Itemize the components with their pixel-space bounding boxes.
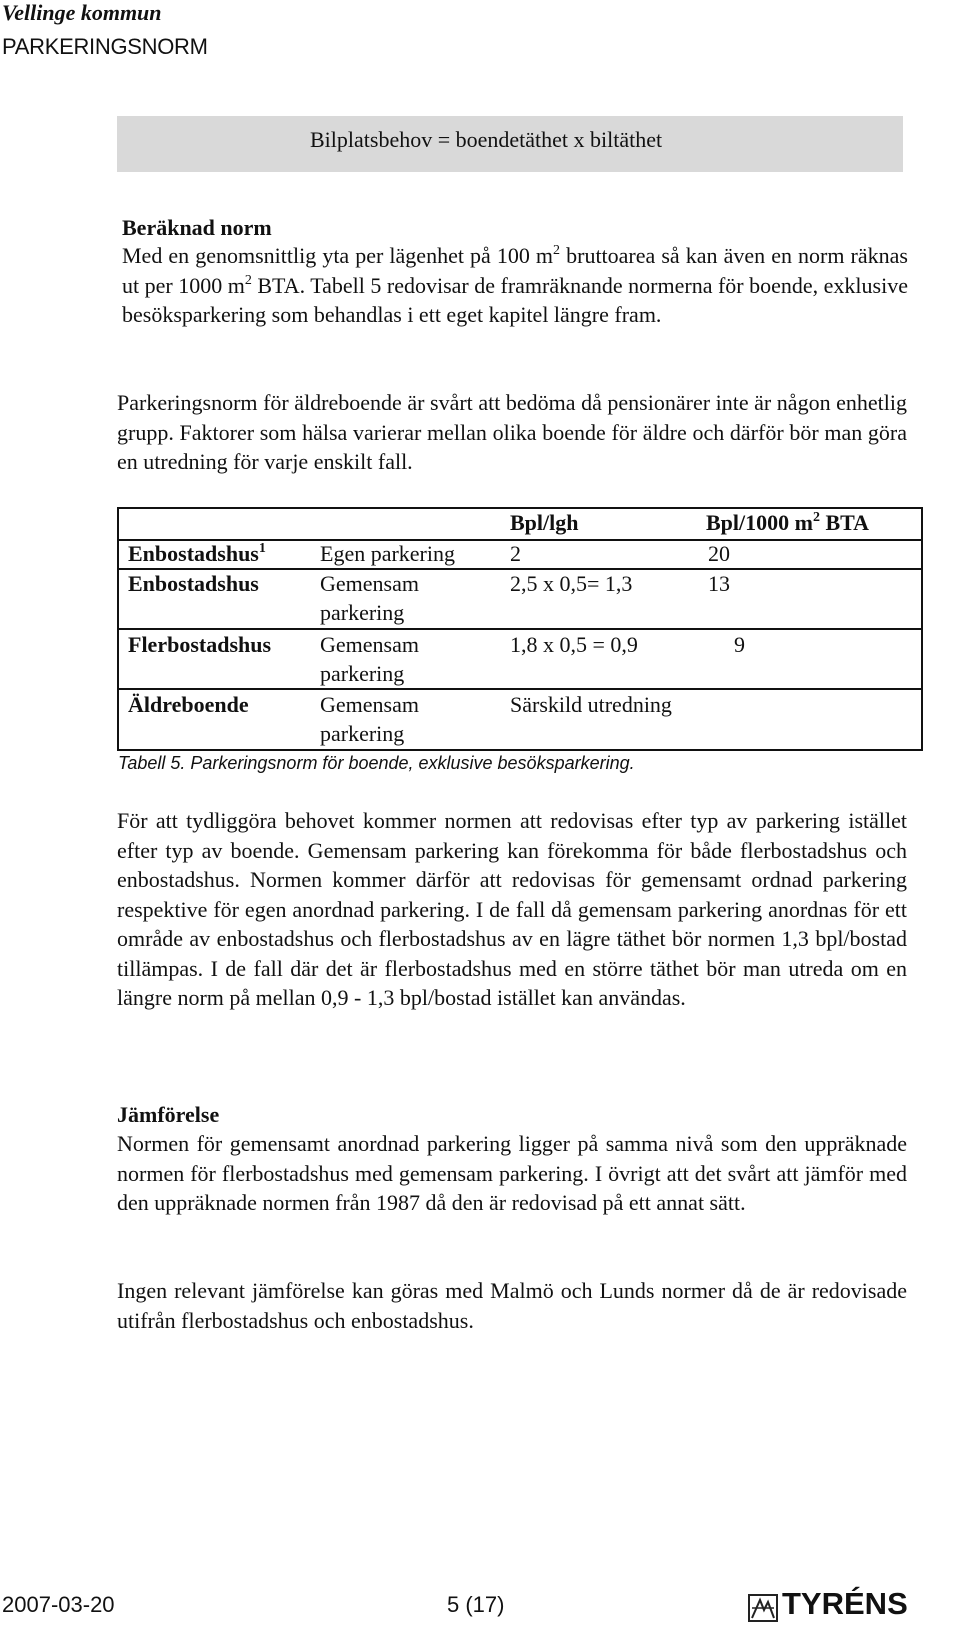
table-cell-type: Flerbostadshus (128, 632, 272, 657)
superscript-2: 2 (812, 510, 820, 525)
table-cell-type: Äldreboende (128, 692, 249, 717)
table-cell-parking-line2: parkering (320, 661, 405, 686)
table-cell-bpl-bta: 13 (708, 571, 730, 596)
superscript-2: 2 (244, 272, 252, 288)
footer-page-number: 5 (17) (447, 1592, 505, 1617)
header-text: BTA (819, 510, 870, 535)
table-border (117, 749, 923, 751)
table-cell-bpl-lgh: Särskild utredning (510, 692, 672, 717)
tyrens-logo-icon (748, 1594, 778, 1627)
table-cell-parking: Egen parkering (320, 541, 455, 566)
table-cell-parking: Gemensam (320, 571, 419, 596)
footnote-marker: 1 (258, 541, 266, 556)
superscript-2: 2 (553, 243, 561, 258)
norm-text-part2: bruttoarea så kan även en norm räknas ut per 1000 m (122, 243, 908, 298)
table-cell-bpl-lgh: 1,8 x 0,5 = 0,9 (510, 632, 638, 657)
column-header-bpl-lgh: Bpl/lgh (510, 510, 579, 535)
type-label: Enbostadshus (128, 541, 259, 566)
table-cell-parking-line2: parkering (320, 600, 405, 625)
table-cell-bpl-lgh: 2 (510, 541, 521, 566)
column-header-bpl-bta (706, 508, 869, 538)
norm-text-part1: Med en genomsnittlig yta per lägenhet på 100 m (122, 243, 554, 268)
types-paragraph: För att tydliggöra behovet kommer normen att redovisas efter typ av parkering istället efter typ av boende. Gemensam parkering kan förekomma för både flerbostadshus och enbostadshus. Normen kommer därför att redovisas för gemensamt ordnad parkering respektive för egen anordnad parkering. I de fall då gemensam parkering anordnas för ett område av enbostadshus och flerbostadshus av en lägre täthet bör normen 1,3 bpl/bostad tillämpas. I de fall där det är flerbostadshus med en större täthet bör man utreda om en längre norm på mellan 0,9 - 1,3 bpl/bostad istället kan användas. (117, 808, 907, 1010)
section-heading-comparison: Jämförelse (117, 1102, 220, 1127)
table-border (117, 507, 119, 751)
table-cell-bpl-lgh: 2,5 x 0,5= 1,3 (510, 571, 633, 596)
table-border (921, 507, 923, 751)
footer-date: 2007-03-20 (2, 1592, 115, 1617)
elderly-paragraph: Parkeringsnorm för äldreboende är svårt att bedöma då pensionärer inte är någon enhetlig grupp. Faktorer som hälsa varierar mellan olika boende för äldre och därför bör man göra en utredning för varje enskilt fall. (117, 390, 907, 474)
table-cell-parking: Gemensam (320, 692, 419, 717)
document-title: PARKERINGSNORM (2, 34, 208, 59)
table-cell-type: Enbostadshus (128, 571, 259, 596)
table-cell-type (128, 539, 266, 569)
table-cell-parking-line2: parkering (320, 721, 405, 746)
table-cell-parking: Gemensam (320, 632, 419, 657)
norm-paragraph (122, 241, 908, 330)
tyrens-logo-text: TYRÉNS (782, 1586, 908, 1621)
table-cell-bpl-bta: 20 (708, 541, 730, 566)
organization-name: Vellinge kommun (2, 0, 162, 25)
table-cell-bpl-bta: 9 (734, 632, 745, 657)
formula-text: Bilplatsbehov = boendetäthet x biltäthet (310, 127, 663, 152)
section-heading-norm: Beräknad norm (122, 215, 272, 240)
table-caption: Tabell 5. Parkeringsnorm för boende, exklusive besöksparkering. (118, 753, 635, 773)
comparison-paragraph-2: Ingen relevant jämförelse kan göras med Malmö och Lunds normer då de är redovisade utifrån flerbostadshus och enbostadshus. (117, 1278, 907, 1333)
norm-text-part3: BTA. Tabell 5 redovisar de framräknande normerna för boende, exklusive besöksparkering som behandlas i ett eget kapitel längre fram. (122, 272, 908, 327)
header-text: Bpl/1000 m (706, 510, 813, 535)
comparison-paragraph: Normen för gemensamt anordnad parkering ligger på samma nivå som den uppräknade normen för flerbostadshus med gemensam parkering. I övrigt att det svårt att jämför med den uppräknade normen från 1987 då den är redovisad på ett annat sätt. (117, 1131, 907, 1215)
